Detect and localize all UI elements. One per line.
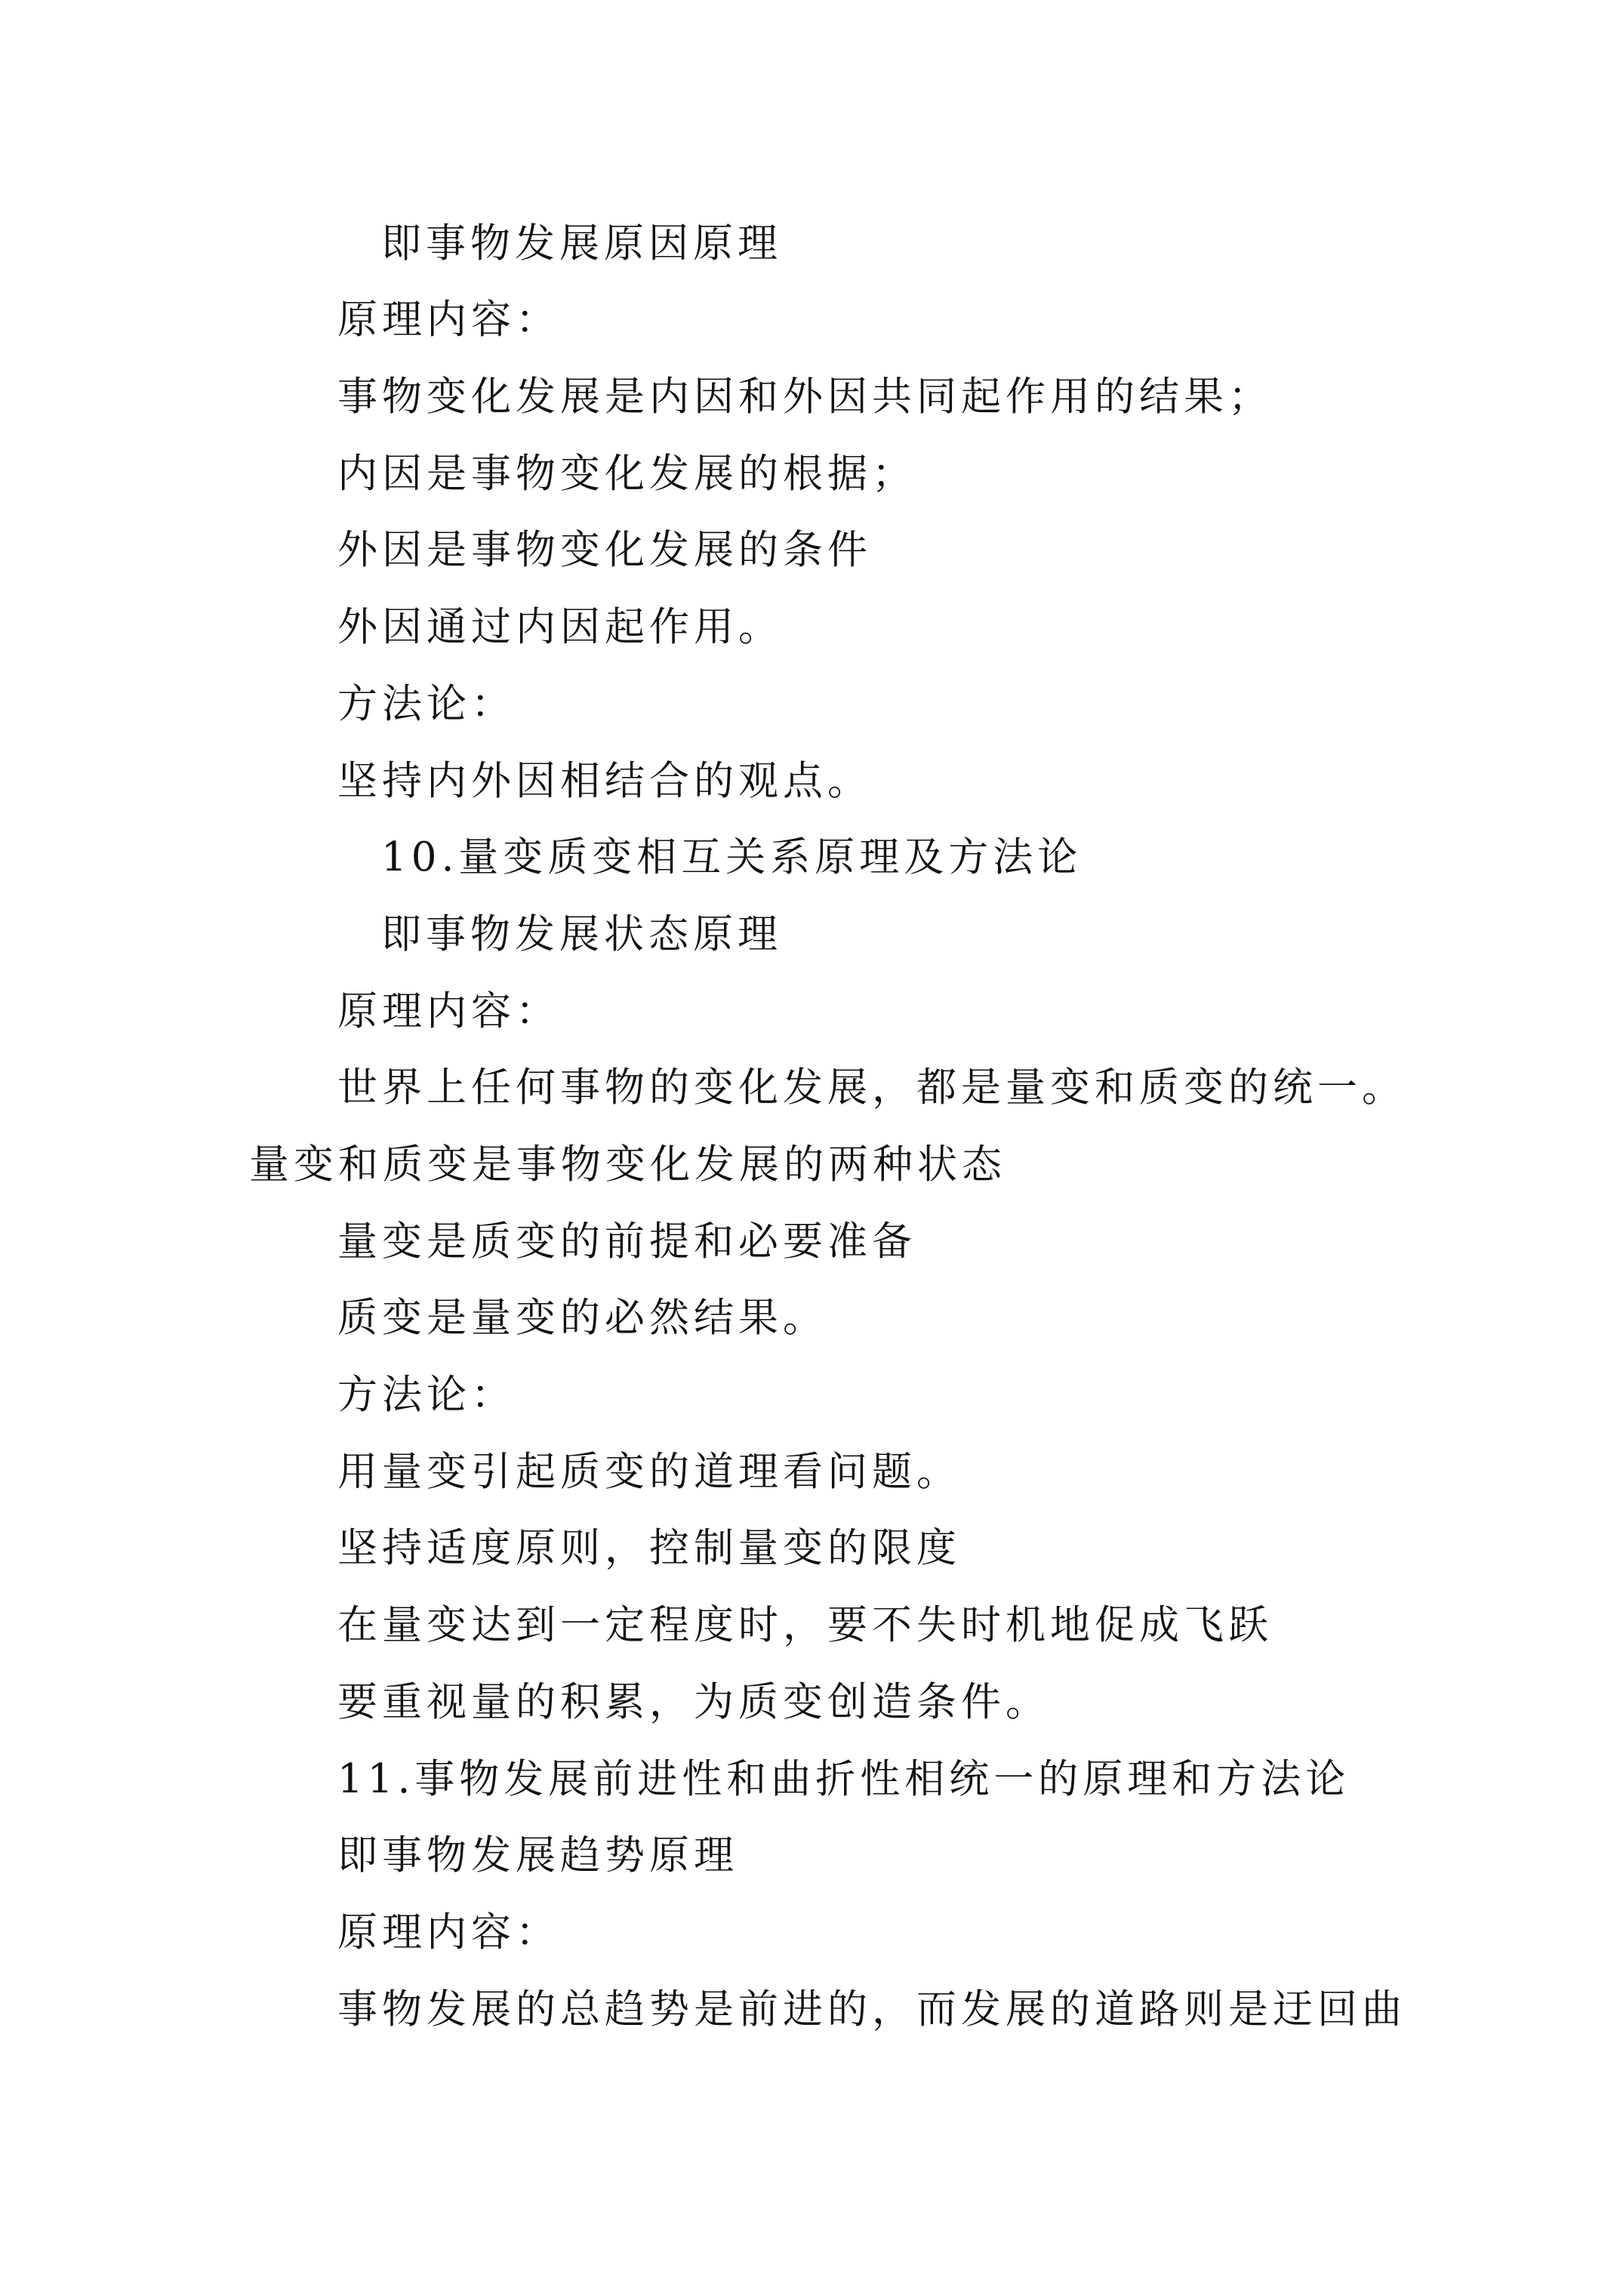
text-line: 原理内容： <box>337 1909 560 1955</box>
text-line: 用量变引起质变的道理看问题。 <box>337 1449 961 1495</box>
text-line: 原理内容： <box>337 297 560 343</box>
text-line: 量变是质变的前提和必要准备 <box>337 1219 916 1265</box>
text-line: 在量变达到一定程度时，要不失时机地促成飞跃 <box>337 1602 1273 1648</box>
text-line: 质变是量变的必然结果。 <box>337 1295 827 1341</box>
text-line: 即事物发展趋势原理 <box>337 1832 738 1878</box>
text-line: 事物发展的总趋势是前进的，而发展的道路则是迂回曲 <box>337 1986 1406 2032</box>
text-line: 世界上任何事物的变化发展，都是量变和质变的统一。 <box>337 1065 1406 1111</box>
text-line: 原理内容： <box>337 988 560 1034</box>
text-line: 要重视量的积累，为质变创造条件。 <box>337 1679 1050 1725</box>
section-heading: 11.事物发展前进性和曲折性相统一的原理和方法论 <box>337 1756 1350 1802</box>
text-line: 坚持内外因相结合的观点。 <box>337 758 872 804</box>
text-line: 即事物发展状态原理 <box>381 911 782 957</box>
section-heading: 10.量变质变相互关系原理及方法论 <box>381 834 1083 880</box>
text-line: 内因是事物变化发展的根据； <box>337 451 916 497</box>
text-line: 方法论： <box>337 681 516 727</box>
text-line: 外因是事物变化发展的条件 <box>337 527 872 573</box>
text-line: 量变和质变是事物变化发展的两种状态 <box>249 1142 1006 1188</box>
text-line: 坚持适度原则，控制量变的限度 <box>337 1525 961 1571</box>
text-line: 即事物发展原因原理 <box>381 220 782 267</box>
text-line: 方法论： <box>337 1372 516 1418</box>
text-line: 事物变化发展是内因和外因共同起作用的结果； <box>337 374 1273 420</box>
text-line: 外因通过内因起作用。 <box>337 604 783 650</box>
